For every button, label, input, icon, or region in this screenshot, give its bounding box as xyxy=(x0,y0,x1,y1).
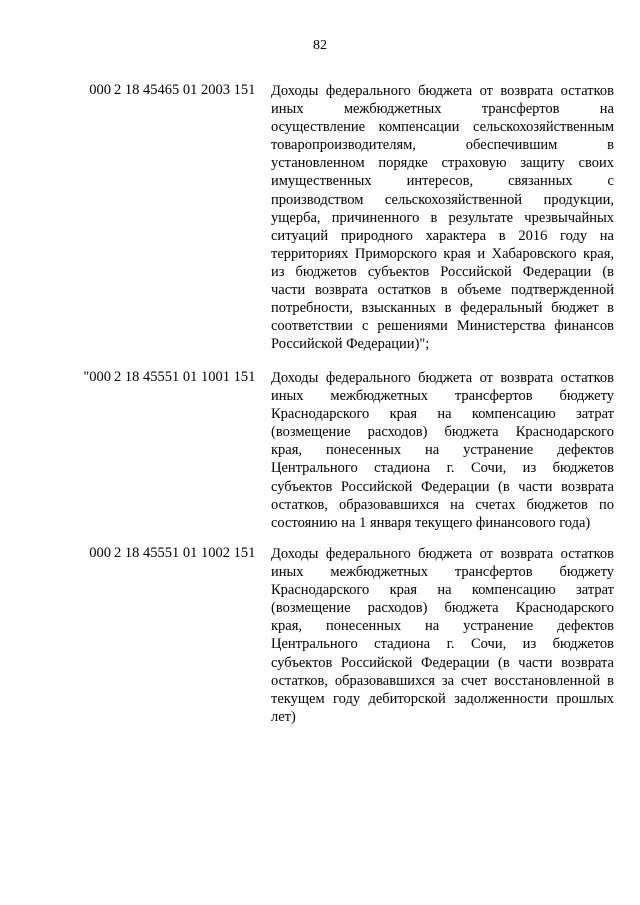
text-line: лет) xyxy=(271,708,296,725)
text-line: товаропроизводителям, обеспечившим в xyxy=(271,137,614,154)
text-line: соответствии с решениями Министерства финансов xyxy=(271,318,614,335)
entry-description xyxy=(271,82,614,353)
text-line: Краснодарского края на компенсацию затрат xyxy=(271,406,614,423)
text-line: субъектов Российской Федерации (в части возврата xyxy=(271,478,614,495)
text-line: ситуаций природного характера в 2016 году на xyxy=(271,227,614,244)
page-number: 82 xyxy=(313,38,327,53)
budget-classification-code: 2 18 45465 01 2003 151 xyxy=(114,82,256,98)
entry-description xyxy=(271,369,614,532)
budget-classification-code: 2 18 45551 01 1001 151 xyxy=(114,369,256,385)
text-line: текущем году дебиторской задолженности прошлых xyxy=(271,690,614,707)
text-line: Центрального стадиона г. Сочи, из бюджетов xyxy=(271,636,614,653)
text-line: осуществление компенсации сельскохозяйственным xyxy=(271,119,614,136)
text-line: края, понесенных на устранение дефектов xyxy=(271,618,614,635)
text-line: субъектов Российской Федерации (в части возврата xyxy=(271,654,614,671)
text-line: имущественных интересов, связанных с xyxy=(271,173,614,190)
text-line: (возмещение расходов) бюджета Краснодарского xyxy=(271,424,614,441)
admin-code: "000 xyxy=(83,369,111,385)
admin-code: 000 xyxy=(89,82,111,98)
text-line: ущерба, причиненного в результате чрезвычайных xyxy=(271,209,614,226)
text-line: территориях Приморского края и Хабаровского края, xyxy=(271,245,614,262)
text-line: остатков, образовавшихся за счет восстановленной в xyxy=(271,672,614,689)
text-line: Доходы федерального бюджета от возврата остатков xyxy=(271,370,614,386)
budget-classification-code: 2 18 45551 01 1002 151 xyxy=(114,545,256,561)
text-line: состоянию на 1 января текущего финансового года) xyxy=(271,514,591,531)
entry-description xyxy=(271,545,614,726)
admin-code: 000 xyxy=(89,545,111,561)
text-line: Центрального стадиона г. Сочи, из бюджетов xyxy=(271,460,614,477)
text-line: части возврата остатков в объеме подтвержденной xyxy=(271,282,614,299)
text-line: края, понесенных на устранение дефектов xyxy=(271,442,614,459)
text-line: Российской Федерации)"; xyxy=(271,336,430,353)
text-line: остатков, образовавшихся на счетах бюджетов по xyxy=(271,496,614,513)
text-line: производством сельскохозяйственной продукции, xyxy=(271,191,614,208)
text-line: Краснодарского края на компенсацию затрат xyxy=(271,582,614,599)
text-line: потребности, взысканных в федеральный бюджет в xyxy=(271,300,614,317)
text-line: из бюджетов субъектов Российской Федерации (в xyxy=(271,263,614,280)
text-line: иных межбюджетных трансфертов бюджету xyxy=(271,564,614,581)
text-line: (возмещение расходов) бюджета Краснодарского xyxy=(271,600,614,617)
text-line: установленном порядке страховую защиту своих xyxy=(271,155,614,172)
text-line: Доходы федерального бюджета от возврата остатков xyxy=(271,546,614,562)
text-line: Доходы федерального бюджета от возврата остатков xyxy=(271,83,614,99)
text-line: иных межбюджетных трансфертов бюджету xyxy=(271,388,614,405)
text-line: иных межбюджетных трансфертов на xyxy=(271,101,614,118)
